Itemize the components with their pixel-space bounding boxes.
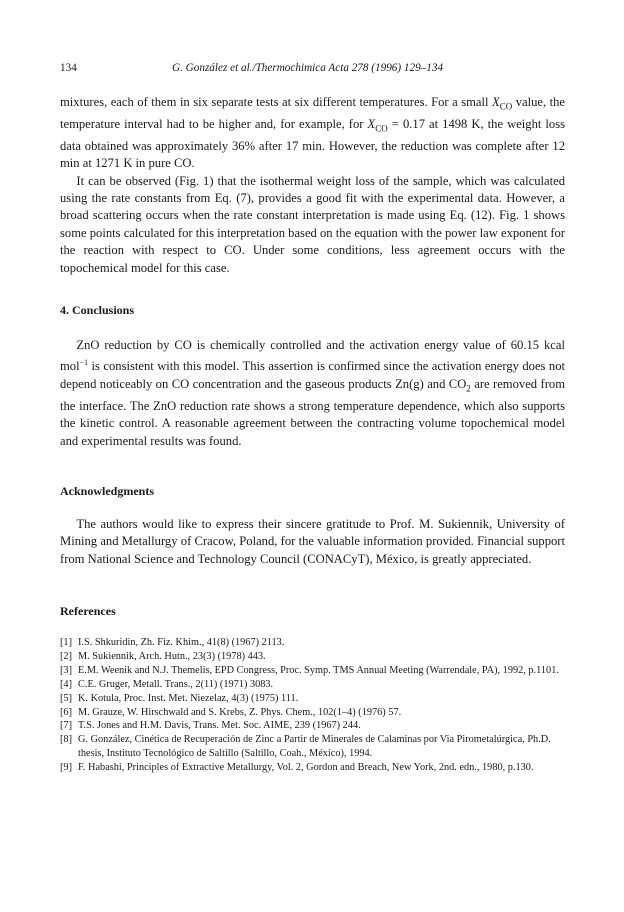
- reference-item: [9] F. Habashi, Principles of Extractive Metallurgy, Vol. 2, Gordon and Breach, New York, 2nd. edn., 1980, p.130.: [60, 762, 534, 774]
- reference-item: [7] T.S. Jones and H.M. Davis, Trans. Met. Soc. AIME, 239 (1967) 244.: [60, 720, 361, 732]
- section-heading-acknowledgments: Acknowledgments: [60, 484, 155, 498]
- paragraph-1: mixtures, each of them in six separate tests at six different temperatures. For a small $X_{CO}$ value, the temperature interval had to be higher and, for example, for $X_{CO} = 0.17$ at 1498 K, the weight loss data obtained was approximately 36% after 17 min. However, the reduction was complete after 12 min at 1271 K in pure CO.: [60, 95, 565, 171]
- reference-item: [3] E.M. Weenik and N.J. Themelis, EPD Congress, Proc. Symp. TMS Annual Meeting (Warrendale, PA), 1992, p.1101.: [60, 664, 559, 676]
- section-heading-conclusions: 4. Conclusions: [60, 303, 135, 317]
- page-number: 134: [60, 62, 77, 74]
- running-header: [60, 62, 564, 80]
- body-text: [60, 94, 565, 277]
- reference-item: [8] G. González, Cinética de Recuperación de Zinc a Partir de Minerales de Calaminas por Via Pirometalúrgica, Ph.D. thesis, Instituto Tecnológico de Saltillo (Saltillo, Coah., México), 1994.: [60, 734, 551, 760]
- paragraph-2: It can be observed (Fig. 1) that the isothermal weight loss of the sample, which was calculated using the rate constants from Eq. (7), provides a good fit with the experimental data. However, a broad scattering occurs when the rate constant interpretation is made using Eq. (12). Fig. 1 shows some points calculated for this interpretation based on the equation with the power law exponent for the reaction with respect to CO. Under some conditions, less agreement occurs with the topochemical model for this case.: [60, 173, 565, 275]
- reference-item: [5] K. Kotula, Proc. Inst. Met. Niezelaz, 4(3) (1975) 111.: [60, 692, 299, 704]
- reference-list: [60, 636, 565, 775]
- reference-item: [6] M. Grauze, W. Hirschwald and S. Krebs, Z. Phys. Chem., 102(1–4) (1976) 57.: [60, 706, 402, 718]
- reference-item: [4] C.E. Gruger, Metall. Trans., 2(11) (1971) 3083.: [60, 678, 274, 690]
- reference-item: [1] I.S. Shkuridin, Zh. Fiz. Khim., 41(8) (1967) 2113.: [60, 637, 285, 648]
- running-head: G. González et al./Thermochimica Acta 278 (1996) 129–134: [172, 62, 444, 74]
- section-heading-references: References: [60, 604, 116, 618]
- reference-item: [2] M. Sukiennik, Arch. Hutn., 23(3) (1978) 443.: [60, 650, 266, 662]
- conclusions-text: [60, 337, 565, 450]
- conclusions-paragraph: ZnO reduction by CO is chemically controlled and the activation energy value of 60.15 kcal mol$^{-1}$ is consistent with this model. This assertion is confirmed since the activation energy does not depend noticeably on CO concentration and the gaseous products Zn(g) and $CO_2$ are removed from the interface. The ZnO reduction rate shows a strong temperature dependence, which also supports the kinetic control. A reasonable agreement between the contracting volume topochemical model and experimental results was found.: [60, 338, 565, 448]
- acknowledgments-text: [60, 516, 565, 568]
- acknowledgments-paragraph: The authors would like to express their sincere gratitude to Prof. M. Sukiennik, University of Mining and Metallurgy of Cracow, Poland, for the valuable information provided. Financial support from National Science and Technology Council (CONACyT), México, is greatly appreciated.: [60, 517, 565, 566]
